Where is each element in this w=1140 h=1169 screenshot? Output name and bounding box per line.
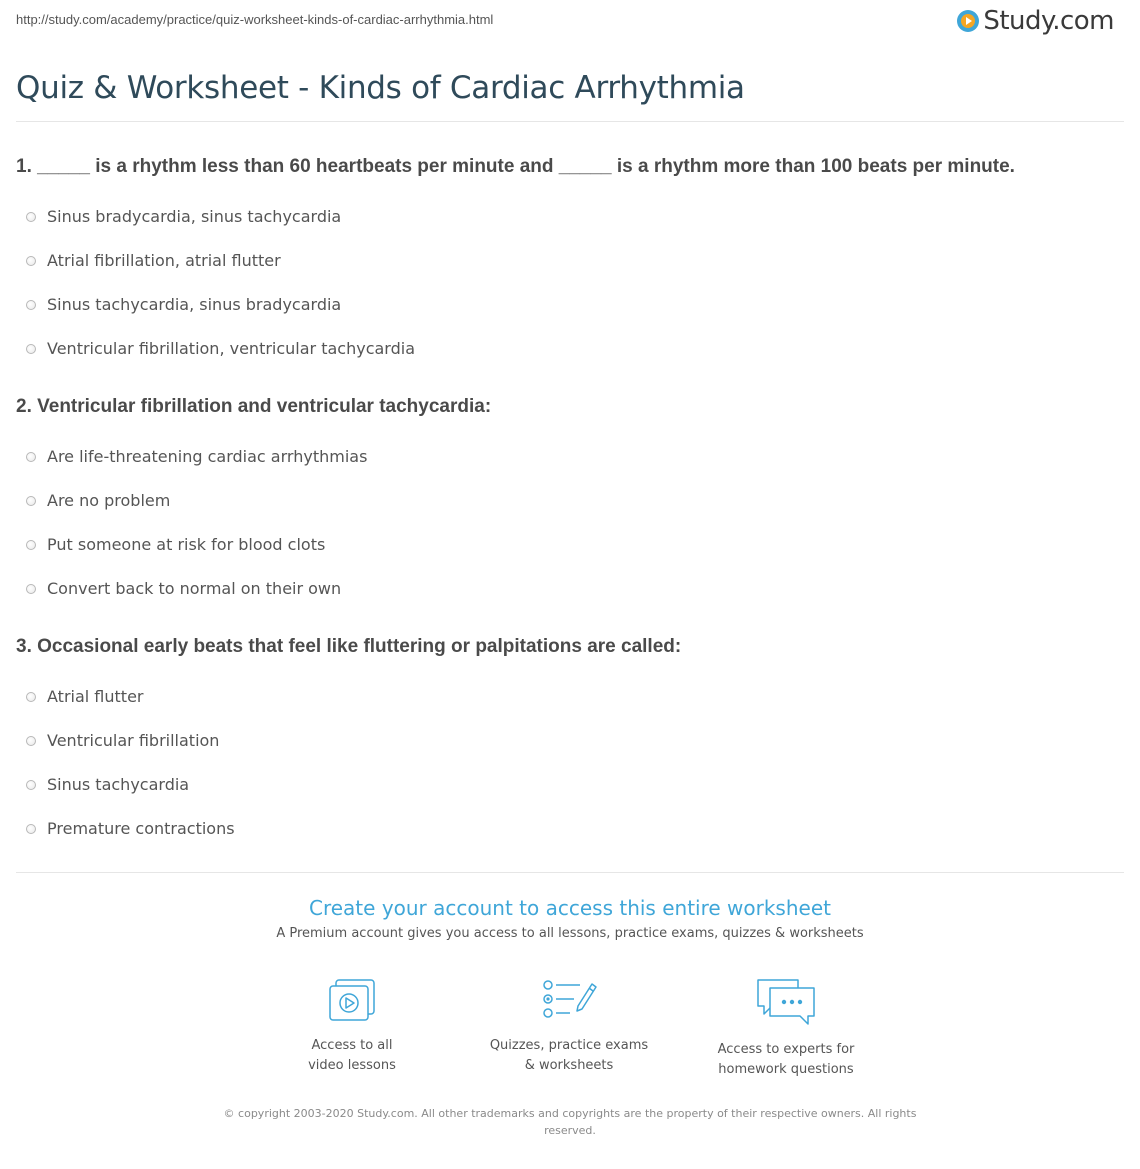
answer-option[interactable] <box>16 289 1015 333</box>
feature-video-lessons <box>262 976 442 1076</box>
radio-button[interactable] <box>26 256 36 266</box>
answer-label: Are life-threatening cardiac arrhythmias <box>47 447 368 466</box>
answer-label: Ventricular fibrillation <box>47 731 220 750</box>
answer-label: Sinus tachycardia <box>47 775 190 794</box>
video-lesson-icon <box>326 976 378 1024</box>
question-text: 1. _____ is a rhythm less than 60 heartbeats per minute and _____ is a rhythm more than 100 beats per minute. <box>16 156 1015 177</box>
answer-label: Atrial fibrillation, atrial flutter <box>47 251 281 270</box>
radio-button[interactable] <box>26 584 36 594</box>
feature-quizzes <box>479 976 659 1076</box>
feature-label: Access to experts for homework questions <box>717 1042 855 1077</box>
answer-option[interactable] <box>16 769 681 813</box>
logo-play-icon <box>955 8 981 34</box>
radio-button[interactable] <box>26 452 36 462</box>
answer-label: Put someone at risk for blood clots <box>47 535 326 554</box>
answer-option[interactable] <box>16 573 491 617</box>
radio-button[interactable] <box>26 212 36 222</box>
radio-button[interactable] <box>26 780 36 790</box>
answer-label: Sinus tachycardia, sinus bradycardia <box>47 295 342 314</box>
chat-bubbles-icon <box>754 976 818 1028</box>
study-logo[interactable] <box>955 6 1114 36</box>
page-title: Quiz & Worksheet - Kinds of Cardiac Arrhythmia <box>16 70 745 106</box>
answer-label: Are no problem <box>47 491 171 510</box>
answer-option[interactable] <box>16 725 681 769</box>
answer-option[interactable] <box>16 245 1015 289</box>
radio-button[interactable] <box>26 736 36 746</box>
radio-button[interactable] <box>26 300 36 310</box>
copyright-notice: © copyright 2003-2020 Study.com. All other trademarks and copyrights are the property of their respective owners. All rights reserved. <box>223 1107 917 1137</box>
quiz-checklist-icon <box>540 976 598 1024</box>
feature-label: Access to all video lessons <box>308 1038 396 1073</box>
radio-button[interactable] <box>26 344 36 354</box>
radio-button[interactable] <box>26 540 36 550</box>
question-2 <box>16 396 491 617</box>
answer-label: Ventricular fibrillation, ventricular tachycardia <box>47 339 415 358</box>
logo-text: Study.com <box>983 6 1114 36</box>
cta-title[interactable]: Create your account to access this entire worksheet <box>309 896 831 920</box>
cta-divider <box>16 872 1124 873</box>
answer-option[interactable] <box>16 529 491 573</box>
radio-button[interactable] <box>26 692 36 702</box>
question-text: 2. Ventricular fibrillation and ventricular tachycardia: <box>16 396 492 417</box>
answer-option[interactable] <box>16 333 1015 377</box>
cta-subtitle: A Premium account gives you access to all lessons, practice exams, quizzes & worksheets <box>276 926 864 941</box>
page-url: http://study.com/academy/practice/quiz-worksheet-kinds-of-cardiac-arrhythmia.html <box>16 12 494 27</box>
answer-option[interactable] <box>16 485 491 529</box>
feature-experts <box>696 976 876 1080</box>
feature-label: Quizzes, practice exams & worksheets <box>489 1038 649 1073</box>
question-3 <box>16 636 681 857</box>
radio-button[interactable] <box>26 824 36 834</box>
title-divider <box>16 121 1124 122</box>
answer-label: Premature contractions <box>47 819 235 838</box>
answer-option[interactable] <box>16 681 681 725</box>
answer-label: Atrial flutter <box>47 687 144 706</box>
answer-option[interactable] <box>16 201 1015 245</box>
answer-option[interactable] <box>16 441 491 485</box>
answer-label: Sinus bradycardia, sinus tachycardia <box>47 207 342 226</box>
answer-label: Convert back to normal on their own <box>47 579 342 598</box>
radio-button[interactable] <box>26 496 36 506</box>
question-text: 3. Occasional early beats that feel like fluttering or palpitations are called: <box>16 636 682 657</box>
answer-option[interactable] <box>16 813 681 857</box>
question-1 <box>16 156 1015 377</box>
